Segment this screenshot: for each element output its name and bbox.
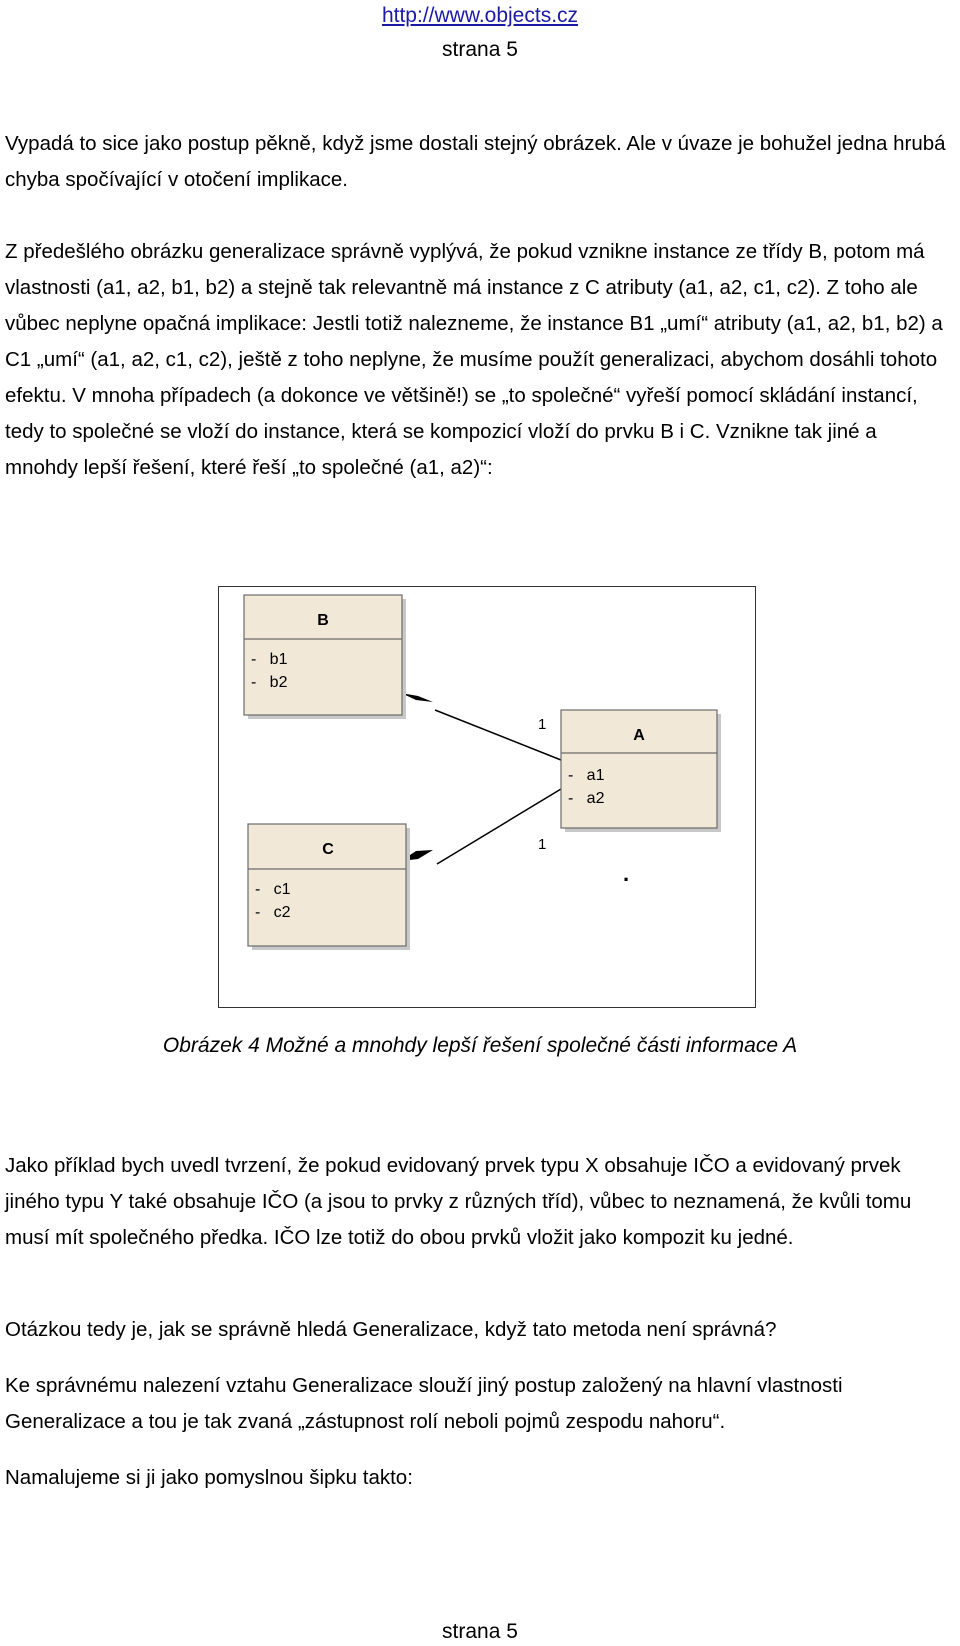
paragraph-5: Ke správnému nalezení vztahu Generalizace slouží jiný postup založený na hlavní vlastnosti Generalizace a tou je tak zvaná „zástupnost rolí neboli pojmů zespodu nahoru“. — [5, 1374, 843, 1433]
class-b-attr-2: - b2 — [251, 674, 288, 691]
class-c-attr-2: - c2 — [255, 904, 291, 921]
uml-diagram-canvas — [219, 587, 757, 1009]
multiplicity-label-top: 1 — [538, 716, 547, 733]
class-b[interactable] — [244, 595, 406, 719]
class-b-name: B — [317, 612, 329, 629]
class-a-attr-2: - a2 — [568, 790, 605, 807]
header-page-number: strana 5 — [442, 38, 518, 61]
class-c[interactable] — [248, 824, 410, 950]
figure-caption: Obrázek 4 Možné a mnohdy lepší řešení společné části informace A — [162, 1034, 798, 1057]
stray-dot: . — [623, 861, 630, 886]
paragraph-1: Vypadá to sice jako postup pěkně, když jsme dostali stejný obrázek. Ale v úvaze je bohužel jedna hrubá chyba spočívající v otočení implikace. — [5, 132, 946, 191]
class-a-name: A — [633, 727, 645, 744]
paragraph-6: Namalujeme si ji jako pomyslnou šipku takto: — [5, 1466, 413, 1489]
footer-page-number: strana 5 — [442, 1620, 518, 1643]
class-c-attr-1: - c1 — [255, 881, 291, 898]
paragraph-2: Z předešlého obrázku generalizace správně vyplývá, že pokud vznikne instance ze třídy B, potom má vlastnosti (a1, a2, b1, b2) a stejně tak relevantně má instance z C atributy (a1, a2, c1, c2). Z toho ale vůbec neplyne opačná implikace: Jestli totiž nalezneme, že instance B1 „umí“ atributy (a1, a2, b1, b2) a C1 „umí“ (a1, a2, c1, c2), ještě z toho neplyne, že musíme použít generalizaci, abychom dosáhli tohoto efektu. V mnoha případech (a dokonce ve většině!) se „to společné“ vyřeší pomocí skládání instancí, tedy to společné se vloží do instance, která se kompozicí vloží do prvku B i C. Vznikne tak jiné a mnohdy lepší řešení, které řeší „to společné (a1, a2)“: — [5, 240, 943, 479]
paragraph-3: Jako příklad bych uvedl tvrzení, že pokud evidovaný prvek typu X obsahuje IČO a evidovaný prvek jiného typu Y také obsahuje IČO (a jsou to prvky z různých tříd), vůbec to neznamená, že kvůli tomu musí mít společného předka. IČO lze totiž do obou prvků vložit jako kompozit ku jedné. — [5, 1154, 912, 1249]
multiplicity-label-bottom: 1 — [538, 836, 547, 853]
uml-composition-diagram — [218, 586, 756, 1008]
header-url-link[interactable]: http://www.objects.cz — [381, 4, 579, 27]
class-b-attr-1: - b1 — [251, 651, 288, 668]
class-a[interactable] — [561, 710, 721, 832]
paragraph-4: Otázkou tedy je, jak se správně hledá Generalizace, když tato metoda není správná? — [5, 1318, 777, 1341]
class-a-attr-1: - a1 — [568, 767, 605, 784]
class-c-name: C — [322, 841, 334, 858]
